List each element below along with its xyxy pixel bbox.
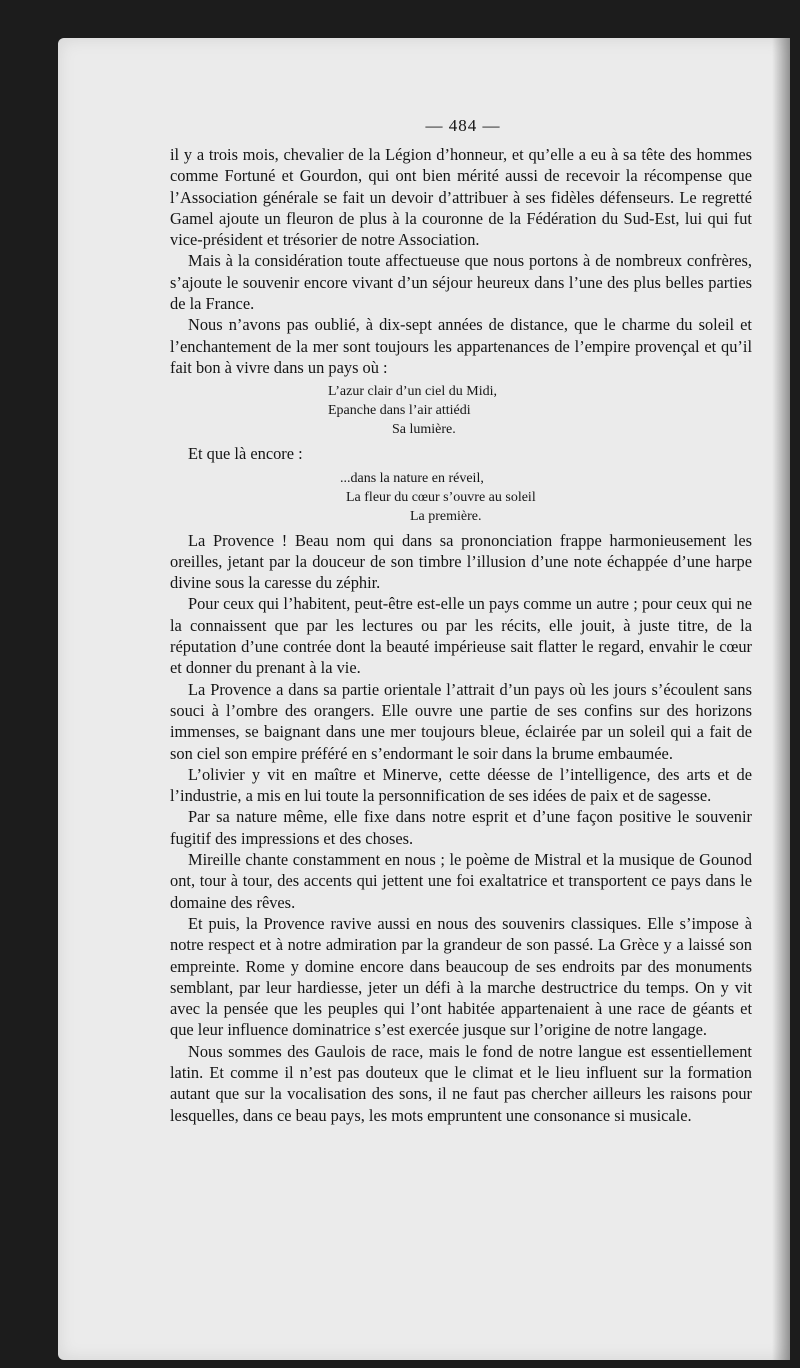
verse-line: L’azur clair d’un ciel du Midi, bbox=[328, 384, 497, 400]
paragraph-ceux-qui-habitent: Pour ceux qui l’habitent, peut-être est-elle un pays comme un autre ; pour ceux qui ne la connaissent que par les lectures ou par les récits, elle jouit, à juste titre, de la réputation d’une contrée dont la beauté impérieuse sait flatter le regard, envahir le cœur et donner du prenant à la vie. bbox=[170, 594, 752, 678]
paragraph-souvenirs-classiques: Et puis, la Provence ravive aussi en nous des souvenirs classiques. Elle s’impose à notre respect et à notre admiration par la grandeur de son passé. La Grèce y a laissé son empreinte. Rome y domine encore dans beaucoup de ses endroits par des monuments semblant, par leur hardiesse, jeter un défi à la marche destructrice du temps. On y vit avec la pensée que les peuples qui l’ont habitée appartenaient à une race de géants et que leur influence dominatrice s’est exercée jusque sur l’origine de notre langage. bbox=[170, 913, 752, 1040]
verse-azur bbox=[170, 382, 752, 439]
book-page bbox=[58, 38, 790, 1360]
paragraph-nature-meme: Par sa nature même, elle fixe dans notre esprit et d’une façon positive le souvenir fugitif des impressions et des choses. bbox=[170, 807, 752, 848]
verse-line: ...dans la nature en réveil, bbox=[340, 470, 484, 486]
paragraph-partie-orientale: La Provence a dans sa partie orientale l’attrait d’un pays où les jours s’écoulent sans souci à l’ombre des orangers. Elle ouvre une partie de ses confins sur des horizons immenses, se baignant dans une mer toujours bleue, éclairée par un soleil qui a fait de son ciel son empire préféré en s’endormant le soir dans la brume embaumée. bbox=[170, 679, 752, 763]
paragraph-gaulois: Nous sommes des Gaulois de race, mais le fond de notre langue est essentiellement latin. Et comme il n’est pas douteux que le climat et le lieu influent sur la formation autant que sur la vocalisation des sons, il ne faut pas chercher ailleurs les raisons pour lesquelles, dans ce beau pays, les mots empruntent une consonance si musicale. bbox=[170, 1041, 752, 1125]
page-number: — 484 — bbox=[425, 116, 501, 135]
paragraph-consideration: Mais à la considération toute affectueuse que nous portons à de nombreux confrères, s’ajoute le souvenir encore vivant d’un séjour heureux dans l’une des plus belles parties de la France. bbox=[170, 251, 752, 314]
verse-line: La fleur du cœur s’ouvre au soleil bbox=[346, 489, 536, 505]
paragraph-beau-nom: La Provence ! Beau nom qui dans sa prononciation frappe harmonieusement les oreilles, jetant par la douceur de son timbre l’illusion d’une note échappée d’une harpe divine sous la caresse du zéphir. bbox=[170, 530, 752, 593]
paragraph-legion-honneur: il y a trois mois, chevalier de la Légion d’honneur, et qu’elle a eu à sa tête des hommes comme Fortuné et Gourdon, qui ont bien mérité aussi de recevoir la récompense que l’Association générale se fait un devoir d’attribuer à ses fidèles défenseurs. Le regretté Gamel ajoute un fleuron de plus à la couronne de la Fédération du Sud-Est, lui qui fut vice-président et trésorier de notre Association. bbox=[170, 145, 752, 250]
paragraph-mireille: Mireille chante constamment en nous ; le poème de Mistral et la musique de Gounod ont, tour à tour, des accents qui jettent une foi exaltatrice et transportent ce pays dans le domaine des rêves. bbox=[170, 850, 752, 912]
verse-nature bbox=[170, 469, 752, 526]
verse-line: La première. bbox=[410, 508, 482, 524]
verse-line: Epanche dans l’air attiédi bbox=[328, 403, 471, 419]
paragraph-dix-sept-annees: Nous n’avons pas oublié, à dix-sept années de distance, que le charme du soleil et l’enchantement de la mer sont toujours les appartenances de l’empire provençal et qu’il fait bon à vivre dans un pays où : bbox=[170, 315, 752, 377]
text-column bbox=[170, 116, 752, 1126]
paragraph-olivier: L’olivier y vit en maître et Minerve, cette déesse de l’intelligence, des arts et de l’industrie, a mis en lui toute la personnification de ses idées de paix et de sagesse. bbox=[170, 764, 752, 806]
paragraph-et-que-la-encore: Et que là encore : bbox=[188, 444, 303, 464]
verse-line: Sa lumière. bbox=[392, 422, 456, 438]
